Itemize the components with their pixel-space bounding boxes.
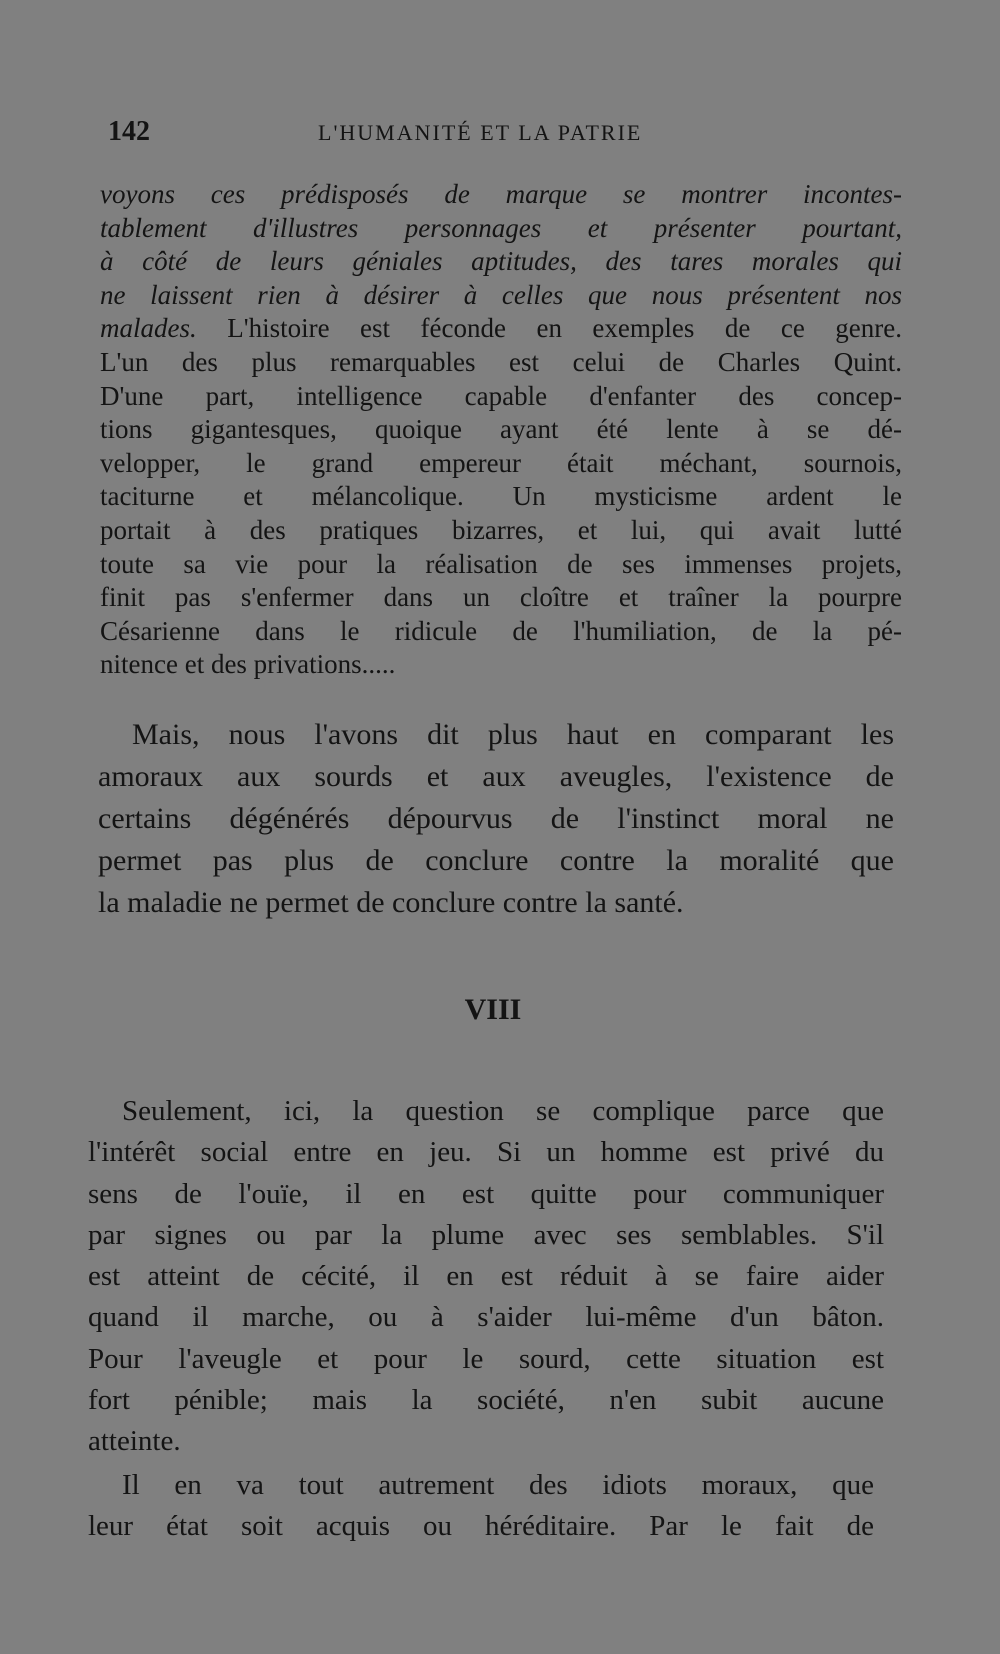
- text-line: toute sa vie pour la réalisation de ses immenses projets,: [100, 548, 902, 579]
- text-line: velopper, le grand empereur était méchant, sournois,: [100, 447, 902, 478]
- text-line: par signes ou par la plume avec ses semblables. S'il: [88, 1218, 884, 1251]
- paragraph-charles-quint: [100, 178, 902, 682]
- text-line: amoraux aux sourds et aux aveugles, l'existence de: [98, 760, 894, 793]
- paragraph-idiots-moraux: [88, 1465, 874, 1547]
- text-line: tablement d'illustres personnages et présenter pourtant,: [100, 212, 902, 243]
- text-line: atteinte.: [88, 1425, 181, 1458]
- text-line: malades. L'histoire est féconde en exemples de ce genre.: [100, 313, 902, 344]
- text-line: leur état soit acquis ou héréditaire. Par le fait de: [88, 1510, 874, 1542]
- text-line: certains dégénérés dépourvus de l'instinct moral ne: [98, 802, 894, 835]
- text-line: Pour l'aveugle et pour le sourd, cette situation est: [88, 1342, 884, 1375]
- text-line: la maladie ne permet de conclure contre la santé.: [98, 886, 684, 919]
- text-line: Il en va tout autrement des idiots moraux, que: [122, 1469, 874, 1501]
- text-line: taciturne et mélancolique. Un mysticisme ardent le: [100, 481, 902, 512]
- text-line: D'une part, intelligence capable d'enfanter des concep-: [100, 380, 902, 411]
- text-line: Seulement, ici, la question se complique parce que: [122, 1095, 884, 1127]
- text-line: nitence et des privations.....: [100, 649, 396, 680]
- text-line: portait à des pratiques bizarres, et lui, qui avait lutté: [100, 514, 902, 545]
- text-line: fort pénible; mais la société, n'en subit aucune: [88, 1384, 884, 1417]
- text-line: voyons ces prédisposés de marque se montrer incontes-: [100, 179, 902, 209]
- text-line: tions gigantesques, quoique ayant été lente à se dé-: [100, 414, 902, 445]
- text-line: L'un des plus remarquables est celui de Charles Quint.: [100, 346, 902, 377]
- text-line: ne laissent rien à désirer à celles que nous présentent nos: [100, 279, 902, 310]
- text-line: est atteint de cécité, il en est réduit à se faire aider: [88, 1260, 884, 1293]
- running-header: [108, 116, 908, 152]
- text-line: sens de l'ouïe, il en est quitte pour communiquer: [88, 1177, 884, 1210]
- text-line: l'intérêt social entre en jeu. Si un homme est privé du: [88, 1136, 884, 1169]
- paragraph-amoraux: [98, 714, 894, 924]
- paragraph-interet-social: [88, 1091, 884, 1463]
- text-line: finit pas s'enfermer dans un cloître et traîner la pourpre: [100, 582, 902, 613]
- text-line: permet pas plus de conclure contre la moralité que: [98, 844, 894, 877]
- text-line: Mais, nous l'avons dit plus haut en comparant les: [132, 718, 894, 751]
- section-heading: VIII: [464, 993, 522, 1026]
- text-line: à côté de leurs géniales aptitudes, des tares morales qui: [100, 246, 902, 277]
- text-line: Césarienne dans le ridicule de l'humiliation, de la pé-: [100, 615, 902, 646]
- page-number: 142: [108, 116, 150, 147]
- running-title: L'HUMANITÉ ET LA PATRIE: [318, 120, 643, 145]
- text-line: quand il marche, ou à s'aider lui-même d'un bâton.: [88, 1301, 884, 1334]
